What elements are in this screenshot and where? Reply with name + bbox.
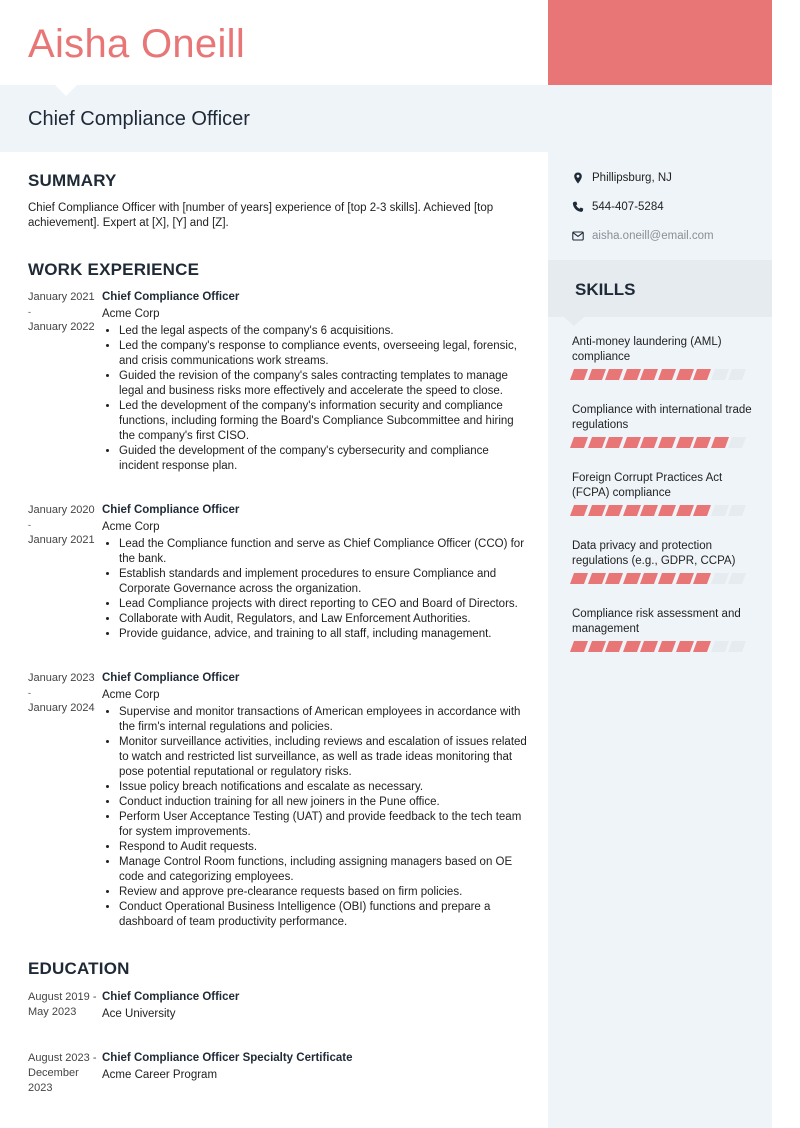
- skills-list: [572, 335, 752, 652]
- contact-email[interactable]: [572, 228, 762, 244]
- summary-text: Chief Compliance Officer with [number of years] experience of [top 2-3 skills]. Achieved [top achievement]. Expert at [X], [Y] and [Z].: [28, 202, 494, 229]
- work-entry: [28, 671, 528, 930]
- duty-item: • Conduct Operational Business Intelligence (OBI) functions and prepare a dashboard of team productivity performance.: [119, 900, 528, 930]
- education-dates: [28, 990, 102, 1022]
- employer: Acme Corp: [102, 521, 160, 533]
- skill-label: Compliance risk assessment and management: [572, 608, 741, 635]
- rating-segment-filled: [693, 641, 711, 652]
- skill-label: Foreign Corrupt Practices Act (FCPA) compliance: [572, 472, 723, 499]
- job-role: Chief Compliance Officer: [102, 672, 240, 684]
- rating-segment-filled: [676, 505, 694, 516]
- rating-segment-filled: [570, 505, 588, 516]
- rating-segment-filled: [693, 505, 711, 516]
- start-date: January 2020: [28, 504, 95, 516]
- rating-segment-filled: [623, 573, 641, 584]
- rating-segment-empty: [711, 573, 729, 584]
- job-title: Chief Compliance Officer: [28, 108, 250, 130]
- duty-item: • Guided the development of the company's cybersecurity and compliance incident response plan.: [119, 444, 528, 474]
- duty-item: • Led the development of the company's information security and compliance functions, including forming the Board's Compliance Subcommittee and hiring the company's first CISO.: [119, 399, 528, 444]
- rating-segment-filled: [623, 437, 641, 448]
- skill-rating-bar: [572, 369, 752, 380]
- skill-item: [572, 471, 752, 516]
- location-pin-icon: [572, 172, 584, 184]
- rating-segment-filled: [588, 369, 606, 380]
- duty-item: • Supervise and monitor transactions of American employees in accordance with the firm's internal regulations and policies.: [119, 705, 528, 735]
- rating-segment-filled: [570, 641, 588, 652]
- duty-item: • Issue policy breach notifications and escalate as necessary.: [119, 780, 528, 795]
- duty-list: [102, 705, 528, 930]
- rating-segment-empty: [728, 641, 746, 652]
- end-date: January 2021: [28, 534, 95, 546]
- skill-item: [572, 335, 752, 380]
- rating-segment-empty: [711, 641, 729, 652]
- rating-segment-filled: [658, 573, 676, 584]
- rating-segment-filled: [640, 573, 658, 584]
- rating-segment-filled: [588, 505, 606, 516]
- school: Ace University: [102, 1008, 176, 1020]
- employer: Acme Corp: [102, 689, 160, 701]
- candidate-name: Aisha Oneill: [28, 22, 246, 66]
- rating-segment-filled: [693, 369, 711, 380]
- skill-item: [572, 607, 752, 652]
- rating-segment-filled: [640, 505, 658, 516]
- skill-rating-bar: [572, 437, 752, 448]
- duty-item: • Led the company's response to compliance events, overseeing legal, forensic, and crisis communications work streams.: [119, 339, 528, 369]
- job-role: Chief Compliance Officer: [102, 291, 240, 303]
- education-section: [28, 958, 528, 1096]
- rating-segment-filled: [676, 573, 694, 584]
- contact-phone: [572, 199, 762, 215]
- education-details: [102, 990, 239, 1022]
- duty-item: • Perform User Acceptance Testing (UAT) and provide feedback to the tech team for system improvements.: [119, 810, 528, 840]
- date-line: August 2019 -: [28, 991, 97, 1003]
- email-link[interactable]: aisha.oneill@email.com: [592, 230, 714, 242]
- start-date: January 2021: [28, 291, 95, 303]
- education-entry: [28, 990, 528, 1022]
- rating-segment-filled: [693, 573, 711, 584]
- work-heading: WORK EXPERIENCE: [28, 260, 200, 279]
- school: Acme Career Program: [102, 1069, 218, 1081]
- location-text: Phillipsburg, NJ: [592, 172, 672, 184]
- end-date: January 2024: [28, 702, 95, 714]
- education-heading: EDUCATION: [28, 959, 130, 978]
- education-dates: [28, 1051, 102, 1096]
- phone-text: 544-407-5284: [592, 201, 664, 213]
- rating-segment-filled: [658, 437, 676, 448]
- work-dates: [28, 671, 102, 930]
- skill-label: Data privacy and protection regulations (e.g., GDPR, CCPA): [572, 540, 736, 567]
- end-date: January 2022: [28, 321, 95, 333]
- rating-segment-filled: [658, 505, 676, 516]
- rating-segment-filled: [658, 369, 676, 380]
- rating-segment-filled: [640, 369, 658, 380]
- work-list: [28, 290, 528, 930]
- skill-rating-bar: [572, 505, 752, 516]
- date-separator: -: [28, 688, 31, 698]
- rating-segment-filled: [605, 505, 623, 516]
- degree: Chief Compliance Officer Specialty Certificate: [102, 1052, 353, 1064]
- summary-heading: SUMMARY: [28, 171, 117, 190]
- rating-segment-filled: [676, 641, 694, 652]
- work-details: [102, 290, 528, 474]
- rating-segment-filled: [570, 437, 588, 448]
- work-details: [102, 503, 528, 642]
- duty-item: • Review and approve pre-clearance requests based on firm policies.: [119, 885, 528, 900]
- degree: Chief Compliance Officer: [102, 991, 240, 1003]
- employer: Acme Corp: [102, 308, 160, 320]
- rating-segment-filled: [676, 369, 694, 380]
- date-line: May 2023: [28, 1006, 77, 1018]
- date-separator: -: [28, 520, 31, 530]
- envelope-icon: [572, 230, 584, 242]
- duty-item: • Lead Compliance projects with direct reporting to CEO and Board of Directors.: [119, 597, 528, 612]
- rating-segment-empty: [711, 505, 729, 516]
- rating-segment-filled: [605, 369, 623, 380]
- duty-item: • Provide guidance, advice, and training to all staff, including management.: [119, 627, 528, 642]
- duty-item: • Respond to Audit requests.: [119, 840, 528, 855]
- duty-item: • Lead the Compliance function and serve as Chief Compliance Officer (CCO) for the bank.: [119, 537, 528, 567]
- skill-rating-bar: [572, 573, 752, 584]
- accent-block: [548, 0, 772, 85]
- duty-item: • Establish standards and implement procedures to ensure Compliance and Corporate Governance across the organization.: [119, 567, 528, 597]
- duty-list: [102, 324, 528, 474]
- education-details: [102, 1051, 353, 1096]
- rating-segment-empty: [711, 369, 729, 380]
- start-date: January 2023: [28, 672, 95, 684]
- phone-icon: [572, 201, 584, 213]
- rating-segment-filled: [623, 369, 641, 380]
- work-entry: [28, 290, 528, 474]
- duty-item: • Guided the revision of the company's sales contracting templates to manage legal and business risks more effectively and accelerate the speed to close.: [119, 369, 528, 399]
- rating-segment-filled: [640, 437, 658, 448]
- skill-label: Compliance with international trade regulations: [572, 404, 752, 431]
- skill-rating-bar: [572, 641, 752, 652]
- rating-segment-empty: [728, 437, 746, 448]
- rating-segment-filled: [693, 437, 711, 448]
- education-entry: [28, 1051, 528, 1096]
- contact-block: [572, 170, 762, 257]
- rating-segment-filled: [570, 369, 588, 380]
- rating-segment-filled: [605, 437, 623, 448]
- rating-segment-filled: [711, 437, 729, 448]
- rating-segment-filled: [623, 505, 641, 516]
- duty-item: • Monitor surveillance activities, including reviews and escalation of issues related to watch and restricted list surveillance, as well as trade ideas monitoring that pose potential reputational or regulatory risks.: [119, 735, 528, 780]
- work-dates: [28, 290, 102, 474]
- rating-segment-filled: [570, 573, 588, 584]
- date-line: August 2023 -: [28, 1052, 97, 1064]
- work-details: [102, 671, 528, 930]
- date-line: December 2023: [28, 1067, 79, 1094]
- summary-section: [28, 170, 528, 231]
- rating-segment-empty: [728, 369, 746, 380]
- date-separator: -: [28, 307, 31, 317]
- skill-label: Anti-money laundering (AML) compliance: [572, 336, 722, 363]
- rating-segment-empty: [728, 573, 746, 584]
- duty-list: [102, 537, 528, 642]
- work-dates: [28, 503, 102, 642]
- rating-segment-filled: [605, 641, 623, 652]
- job-role: Chief Compliance Officer: [102, 504, 240, 516]
- duty-item: • Manage Control Room functions, including assigning managers based on OE code and categorizing employees.: [119, 855, 528, 885]
- rating-segment-filled: [676, 437, 694, 448]
- skill-item: [572, 403, 752, 448]
- rating-segment-empty: [728, 505, 746, 516]
- duty-item: • Conduct induction training for all new joiners in the Pune office.: [119, 795, 528, 810]
- rating-segment-filled: [623, 641, 641, 652]
- duty-item: • Collaborate with Audit, Regulators, and Law Enforcement Authorities.: [119, 612, 528, 627]
- rating-segment-filled: [588, 437, 606, 448]
- rating-segment-filled: [588, 573, 606, 584]
- rating-segment-filled: [658, 641, 676, 652]
- duty-item: • Led the legal aspects of the company's 6 acquisitions.: [119, 324, 528, 339]
- rating-segment-filled: [640, 641, 658, 652]
- skill-item: [572, 539, 752, 584]
- rating-segment-filled: [588, 641, 606, 652]
- main-column: [28, 170, 528, 1096]
- work-section: [28, 259, 528, 930]
- education-list: [28, 990, 528, 1096]
- skills-heading: SKILLS: [575, 280, 636, 299]
- rating-segment-filled: [605, 573, 623, 584]
- work-entry: [28, 503, 528, 642]
- contact-location: [572, 170, 762, 186]
